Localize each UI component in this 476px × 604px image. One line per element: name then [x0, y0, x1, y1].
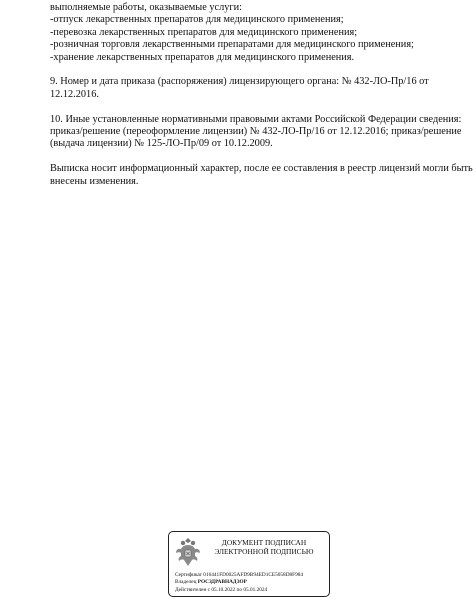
owner-label: Владелец — [175, 579, 197, 586]
electronic-signature-stamp — [168, 531, 330, 597]
order-number-line: 9. Номер и дата приказа (распоряжения) лицензирующего органа: № 432-ЛО-Пр/16 от — [50, 76, 429, 88]
certificate-line — [175, 572, 303, 579]
stamp-details — [175, 572, 303, 594]
stamp-title — [203, 538, 325, 556]
owner-line — [175, 579, 303, 586]
owner-name: РОСЗДРАВНАДЗОР — [197, 579, 247, 586]
validity-line: Действителен с 05.10.2022 по 05.01.2024 — [175, 586, 268, 593]
stamp-title-line: ДОКУМЕНТ ПОДПИСАН — [221, 538, 307, 547]
works-item: -хранение лекарственных препаратов для медицинского применения. — [50, 51, 355, 63]
stamp-title-line: ЭЛЕКТРОННОЙ ПОДПИСЬЮ — [214, 547, 314, 556]
disclaimer-line: Выписка носит информационный характер, после ее составления в реестр лицензий могли быть — [50, 163, 473, 175]
works-intro: выполняемые работы, оказываемые услуги: — [50, 2, 242, 13]
certificate-number: 016441FD0025AFD9B94ED1CE5058D8F984 — [203, 572, 304, 578]
other-info-line: 10. Иные установленные нормативными правовыми актами Российской Федерации сведения: — [50, 113, 462, 125]
disclaimer-line: внесены изменения. — [50, 175, 139, 187]
works-item: -перевозка лекарственных препаратов для медицинского применения; — [50, 26, 358, 38]
other-info-line: приказ/решение (переоформление лицензии) № 432-ЛО-Пр/16 от 12.12.2016; приказ/решение — [50, 126, 462, 138]
document-body — [50, 2, 473, 188]
certificate-label: Сертификат — [175, 572, 202, 578]
works-item: -отпуск лекарственных препаратов для медицинского применения; — [50, 14, 344, 26]
order-number-line: 12.12.2016. — [50, 88, 99, 100]
other-info-line: (выдача лицензии) № 125-ЛО-Пр/09 от 10.12.2009. — [50, 138, 273, 150]
works-item: -розничная торговля лекарственными препаратами для медицинского применения; — [50, 39, 414, 51]
coat-of-arms-icon — [175, 537, 201, 567]
